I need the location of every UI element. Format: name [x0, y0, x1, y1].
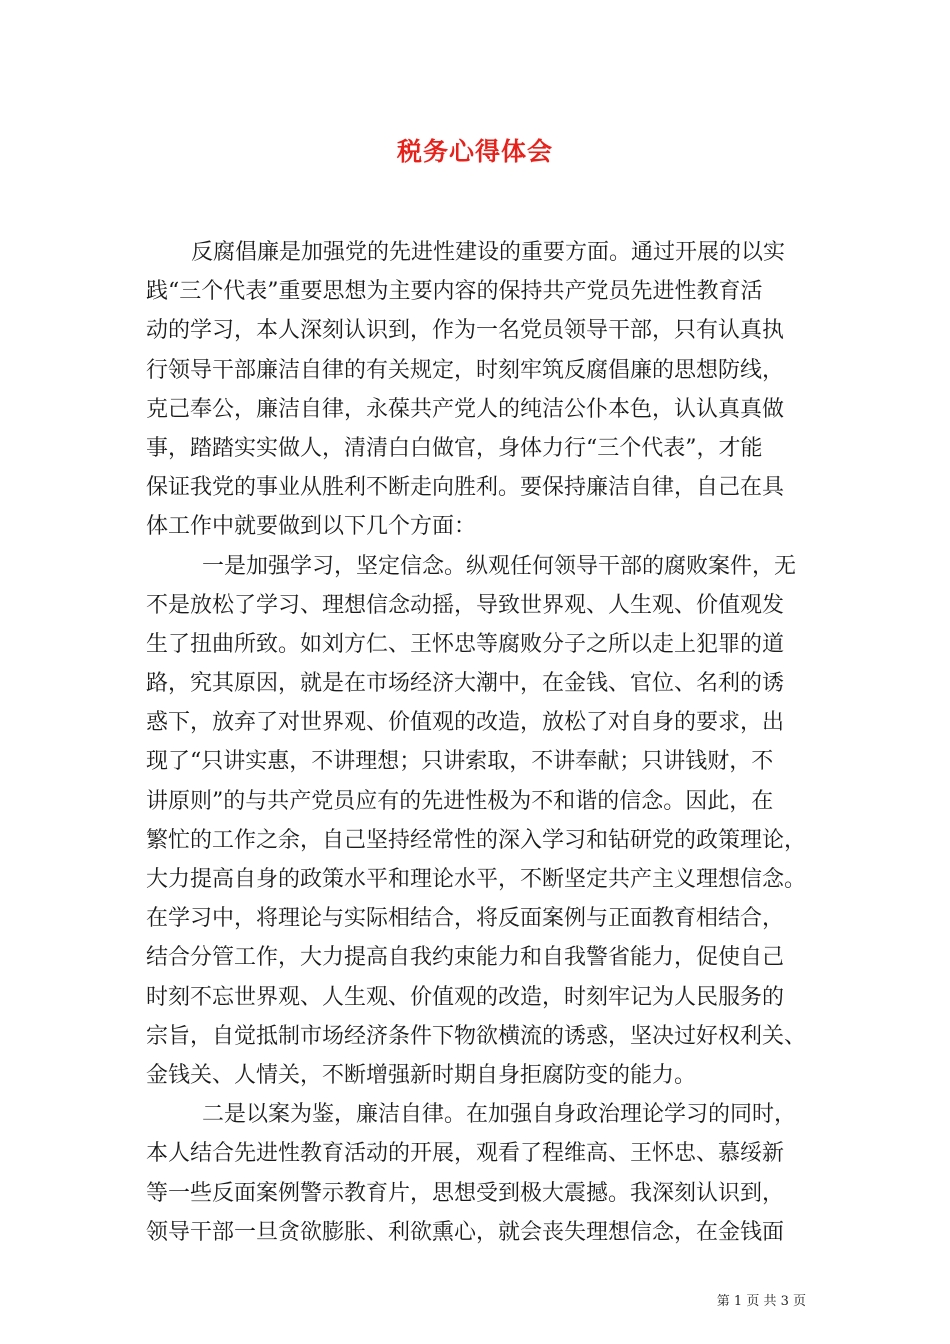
- text-line: 路，究其原因，就是在市场经济大潮中，在金钱、官位、名利的诱: [146, 671, 785, 697]
- text-line: 一是加强学习，坚定信念。纵观任何领导干部的腐败案件，无: [202, 553, 797, 579]
- document-title: 税务心得体会: [396, 137, 553, 166]
- text-line: 领导干部一旦贪欲膨胀、利欲熏心，就会丧失理想信念，在金钱面: [146, 1219, 785, 1245]
- text-line: 本人结合先进性教育活动的开展，观看了程维高、王怀忠、慕绥新: [146, 1141, 785, 1167]
- text-line: 不是放松了学习、理想信念动摇，导致世界观、人生观、价值观发: [146, 592, 785, 618]
- text-line: 克己奉公，廉洁自律，永葆共产党人的纯洁公仆本色，认认真真做: [146, 396, 785, 422]
- document-body: [146, 233, 810, 1252]
- text-line: 时刻不忘世界观、人生观、价值观的改造，时刻牢记为人民服务的: [146, 984, 785, 1010]
- text-line: 大力提高自身的政策水平和理论水平，不断坚定共产主义理想信念。: [146, 867, 807, 892]
- text-line: 生了扭曲所致。如刘方仁、王怀忠等腐败分子之所以走上犯罪的道: [146, 631, 785, 657]
- text-line: 在学习中，将理论与实际相结合，将反面案例与正面教育相结合，: [146, 906, 785, 932]
- text-line: 惑下，放弃了对世界观、价值观的改造，放松了对自身的要求，出: [146, 710, 785, 736]
- text-line: 体工作中就要做到以下几个方面：: [146, 514, 477, 540]
- text-line: 讲原则”的与共产党员应有的先进性极为不和谐的信念。因此，在: [146, 788, 774, 814]
- text-line: 保证我党的事业从胜利不断走向胜利。要保持廉洁自律，自己在具: [146, 475, 785, 501]
- text-line: 二是以案为鉴，廉洁自律。在加强自身政治理论学习的同时，: [202, 1102, 797, 1128]
- text-line: 反腐倡廉是加强党的先进性建设的重要方面。通过开展的以实: [191, 240, 786, 265]
- text-line: 结合分管工作，大力提高自我约束能力和自我警省能力，促使自己: [146, 945, 785, 971]
- text-line: 动的学习，本人深刻认识到，作为一名党员领导干部，只有认真执: [146, 318, 785, 344]
- text-line: 践“三个代表”重要思想为主要内容的保持共产党员先进性教育活: [146, 279, 763, 305]
- text-line: 宗旨，自觉抵制市场经济条件下物欲横流的诱惑，坚决过好权利关、: [146, 1023, 807, 1049]
- text-line: 金钱关、人情关，不断增强新时期自身拒腐防变的能力。: [146, 1062, 697, 1088]
- text-line: 行领导干部廉洁自律的有关规定，时刻牢筑反腐倡廉的思想防线，: [146, 357, 785, 383]
- text-line: 现了“只讲实惠，不讲理想；只讲索取，不讲奉献；只讲钱财，不: [146, 749, 774, 775]
- text-line: 等一些反面案例警示教育片，思想受到极大震撼。我深刻认识到，: [146, 1180, 785, 1206]
- text-line: 繁忙的工作之余，自己坚持经常性的深入学习和钻研党的政策理论，: [146, 827, 807, 853]
- text-line: 事，踏踏实实做人，清清白白做官，身体力行“三个代表”，才能: [146, 435, 763, 461]
- page-number: 第 1 页 共 3 页: [716, 1294, 806, 1309]
